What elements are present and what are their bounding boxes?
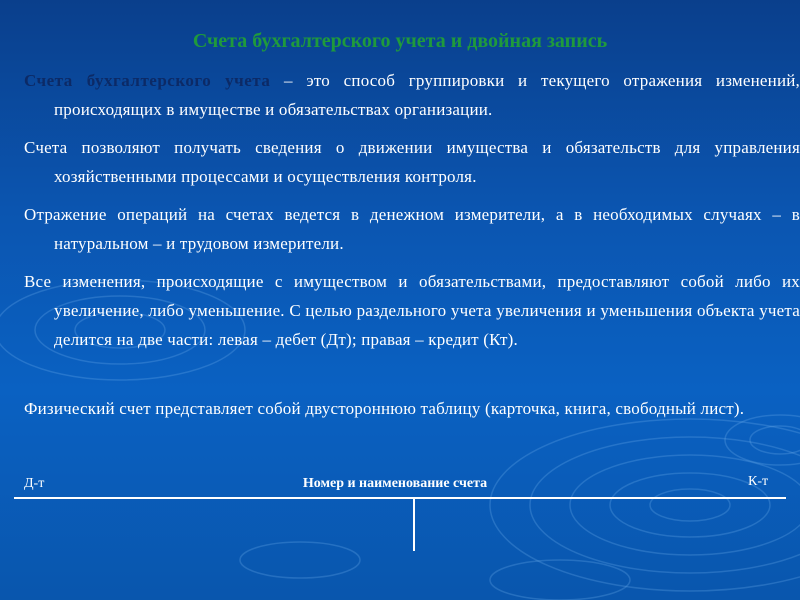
account-name-label: Номер и наименование счета: [302, 476, 488, 491]
paragraph-text: – это способ группировки и текущего отражения изменений, происходящих в имуществе и обязательствах организации.: [54, 71, 800, 119]
term-accounts: Счета бухгалтерского учета: [24, 71, 271, 90]
paragraph-physical-account: Физический счет представляет собой двустороннюю таблицу (карточка, книга, свободный лист).: [24, 399, 745, 418]
paragraph-purpose: Счета позволяют получать сведения о движении имущества и обязательств для управления хозяйственными процессами и осуществления контроля.: [24, 138, 800, 186]
credit-label: К-т: [748, 474, 769, 489]
debit-label: Д-т: [24, 476, 45, 491]
t-account-horizontal-line: [14, 497, 786, 499]
paragraph-measures: Отражение операций на счетах ведется в денежном измерители, а в необходимых случаях – в натуральном – и трудовом измерители.: [24, 205, 800, 253]
slide-title: Счета бухгалтерского учета и двойная запись: [192, 30, 608, 52]
paragraph-debit-credit: Все изменения, происходящие с имуществом и обязательствами, предоставляют собой либо их увеличение, либо уменьшение. С целью раздельного учета увеличения и уменьшения объекта учета делится на две части: левая – дебет (Дт); правая – кредит (Кт).: [24, 272, 800, 349]
t-account-vertical-line: [413, 499, 415, 551]
